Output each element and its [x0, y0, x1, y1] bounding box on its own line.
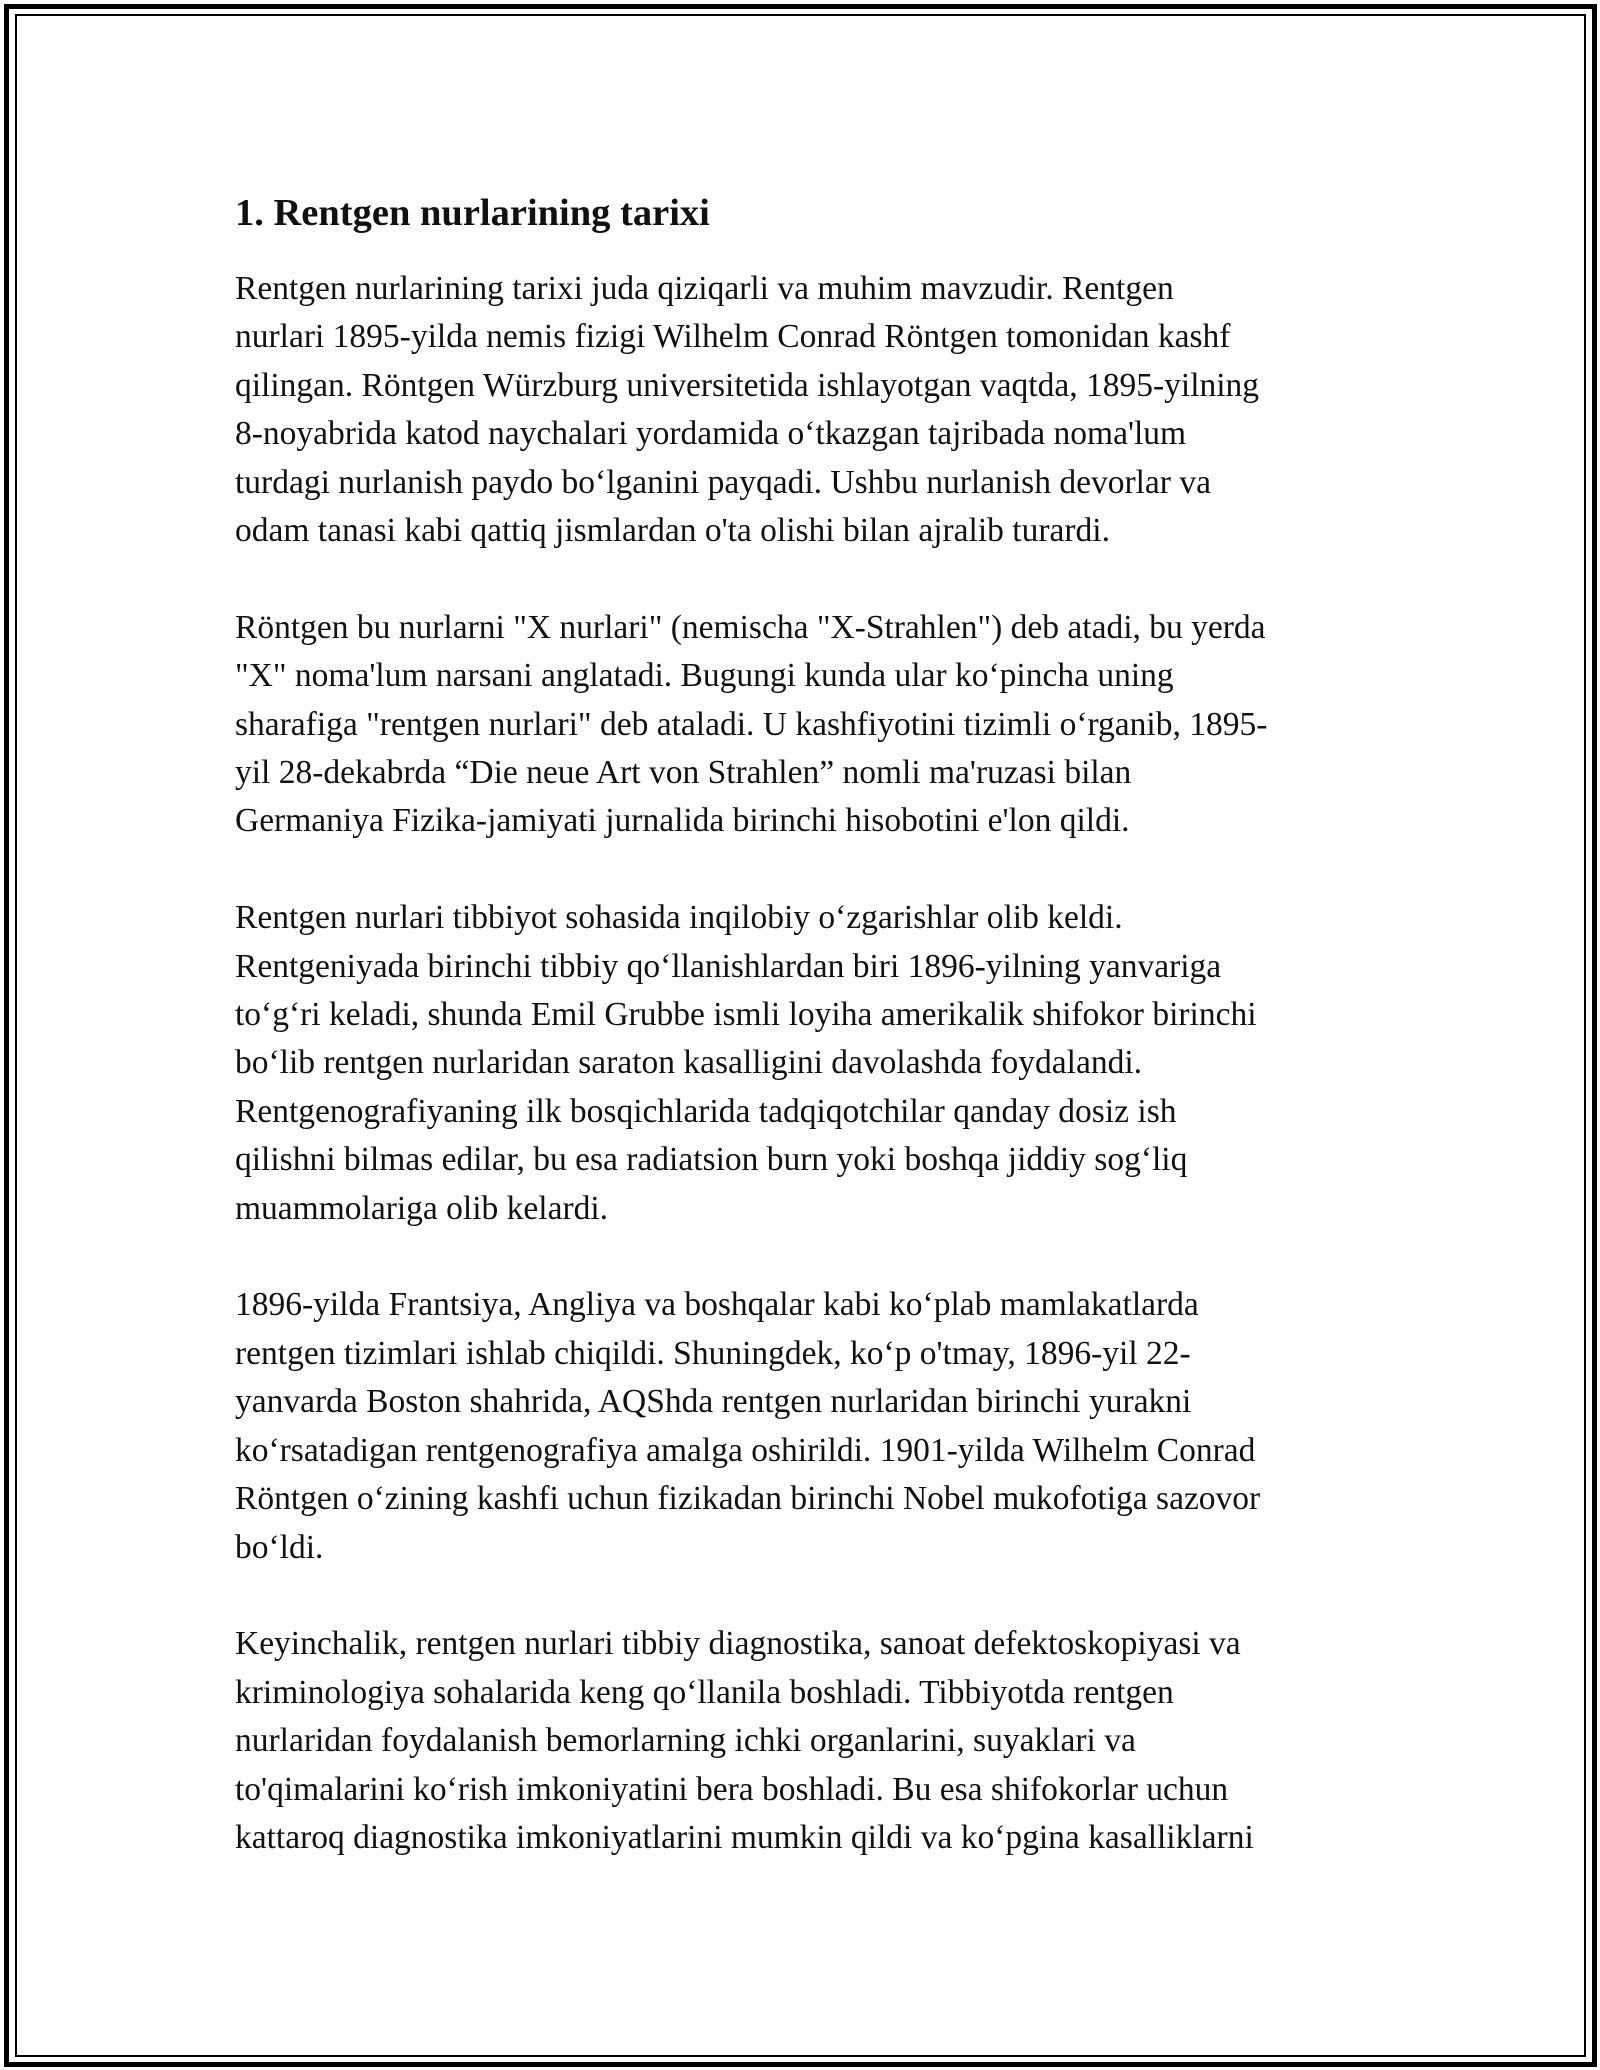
section-heading: 1. Rentgen nurlarining tarixi — [235, 192, 710, 234]
paragraph-1: Rentgen nurlarining tarixi juda qiziqarli va muhim mavzudir. Rentgen nurlari 1895-yilda nemis fizigi Wilhelm Conrad Röntgen tomonidan kashf qilingan. Röntgen Würzburg universitetida ishlayotgan vaqtda, 1895-yilning 8-noyabrida katod naychalari yordamida oʻtkazgan tajribada noma'lum turdagi nurlanish paydo boʻlganini payqadi. Ushbu nurlanish devorlar va odam tanasi kabi qattiq jismlardan o'ta olishi bilan ajralib turardi. — [235, 270, 1260, 550]
paragraph-5: Keyinchalik, rentgen nurlari tibbiy diagnostika, sanoat defektoskopiyasi va kriminologiya sohalarida keng qoʻllanila boshladi. Tibbiyotda rentgen nurlaridan foydalanish bemorlarning ichki organlarini, suyaklari va to'qimalarini koʻrish imkoniyatini bera boshladi. Bu esa shifokorlar uchun kattaroq diagnostika imkoniyatlarini mumkin qildi va koʻpgina kasalliklarni — [235, 1625, 1254, 1856]
paragraph-2: Röntgen bu nurlarni "X nurlari" (nemischa "X-Strahlen") deb atadi, bu yerda "X" noma'lum narsani anglatadi. Bugungi kunda ular koʻpincha uning sharafiga "rentgen nurlari" deb ataladi. U kashfiyotini tizimli oʻrganib, 1895- yil 28-dekabrda “Die neue Art von Strahlen” nomli ma'ruzasi bilan Germaniya Fizika-jamiyati jurnalida birinchi hisobotini e'lon qildi. — [235, 608, 1268, 840]
paragraph-3: Rentgen nurlari tibbiyot sohasida inqilobiy oʻzgarishlar olib keldi. Rentgeniyada birinchi tibbiy qoʻllanishlardan biri 1896-yilning yanvariga toʻgʻri keladi, shunda Emil Grubbe ismli loyiha amerikalik shifokor birinchi boʻlib rentgen nurlaridan saraton kasalligini davolashda foydalandi. Rentgenografiyaning ilk bosqichlarida tadqiqotchilar qanday dosiz ish qilishni bilmas edilar, bu esa radiatsion burn yoki boshqa jiddiy sogʻliq muammolariga olib kelardi. — [235, 899, 1257, 1227]
paragraph-4: 1896-yilda Frantsiya, Angliya va boshqalar kabi koʻplab mamlakatlarda rentgen tizimlari ishlab chiqildi. Shuningdek, koʻp o'tmay, 1896-yil 22- yanvarda Boston shahrida, AQShda rentgen nurlaridan birinchi yurakni koʻrsatadigan rentgenografiya amalga oshirildi. 1901-yilda Wilhelm Conrad Röntgen oʻzining kashfi uchun fizikadan birinchi Nobel mukofotiga sazovor boʻldi. — [235, 1286, 1261, 1566]
document-body — [235, 183, 1375, 1911]
